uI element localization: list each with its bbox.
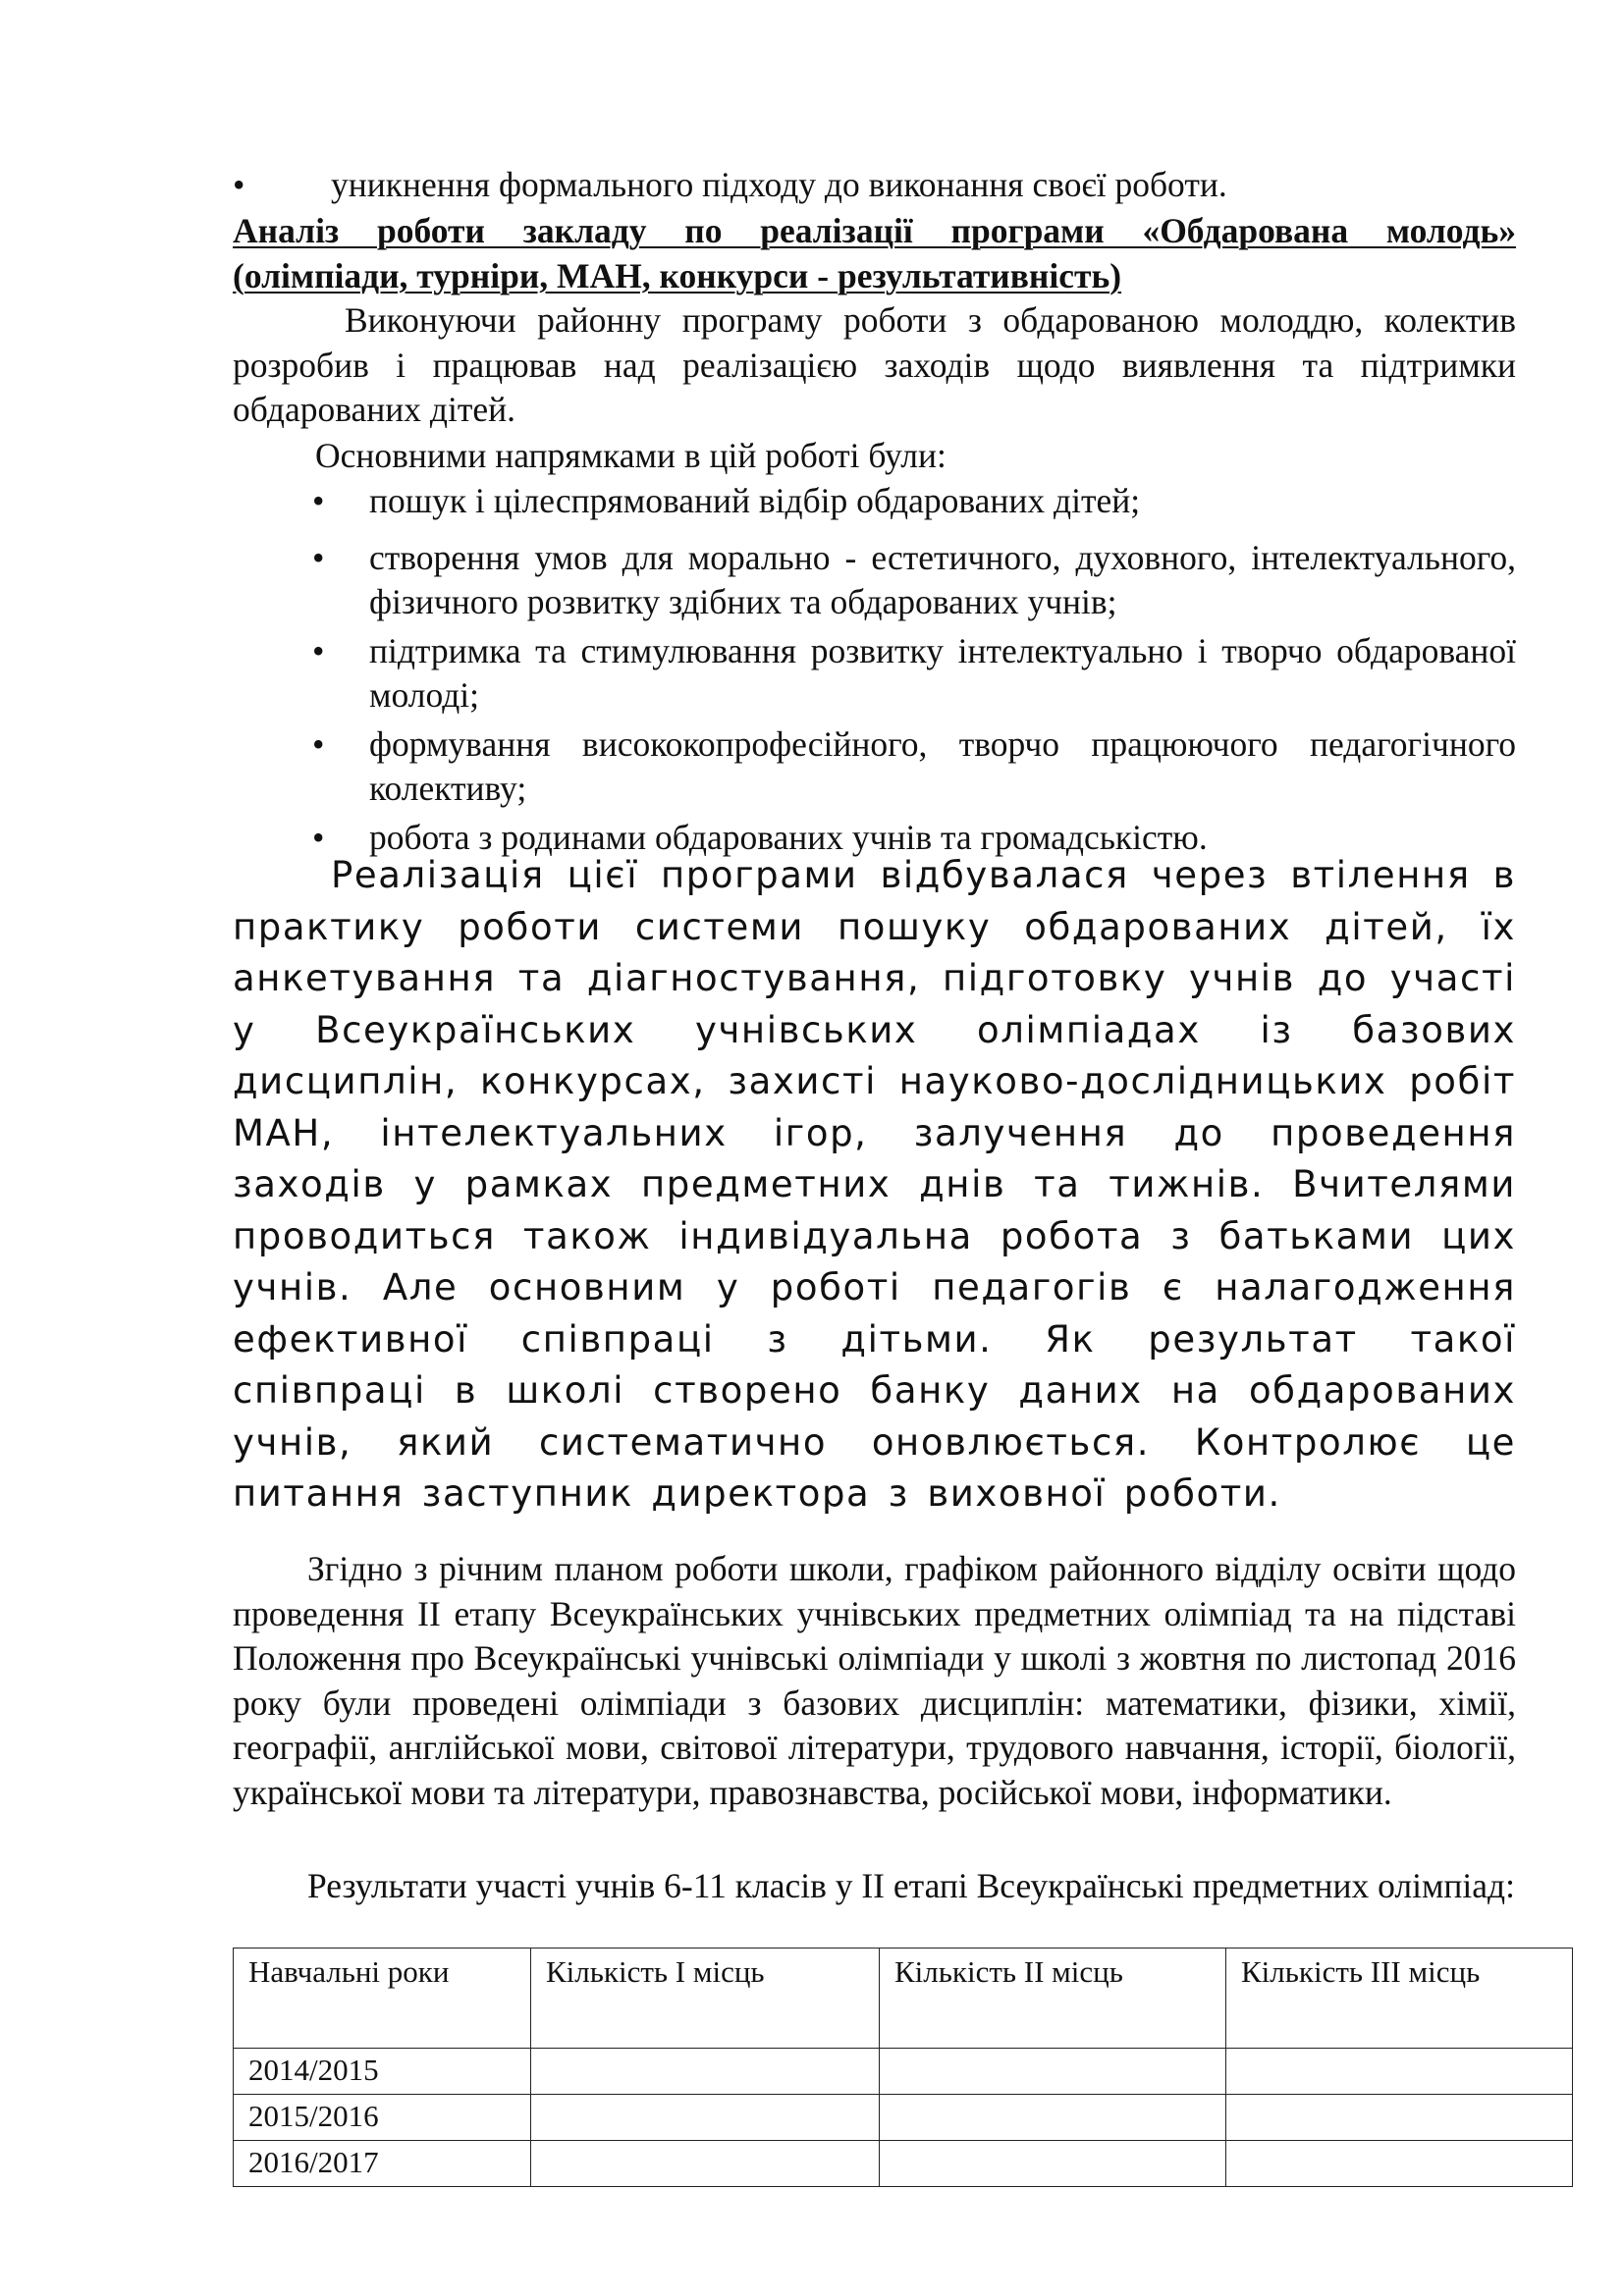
bullet-text: уникнення формального підходу до виконання своєї роботи. [331, 165, 1227, 204]
paragraph-intro: Виконуючи районну програму роботи з обдарованою молоддю, колектив розробив і працював над реалізацією заходів щодо виявлення та підтримки обдарованих дітей. [233, 300, 1516, 429]
table-cell [1226, 2095, 1573, 2141]
table-cell [1226, 2141, 1573, 2187]
paragraph-results-caption: Результати участі учнів 6-11 класів у ІІ етапі Всеукраїнські предметних олімпіад: [307, 1866, 1515, 1905]
bullet-marker: • [312, 537, 325, 577]
table-row [234, 2049, 1573, 2095]
list-item [312, 536, 1516, 625]
table-cell [880, 2095, 1226, 2141]
section-heading-line-1: Аналіз роботи закладу по реалізації програми «Обдарована молодь» [233, 211, 1516, 250]
bullet-marker: • [312, 481, 325, 520]
directions-list [312, 479, 1516, 860]
bullet-marker: • [233, 165, 245, 204]
paragraph-directions-lead: Основними напрямками в цій роботі були: [315, 436, 947, 475]
table-cell [531, 2049, 880, 2095]
section-heading [233, 209, 1516, 298]
table-header-cell: Кількість ІІ місць [880, 1949, 1226, 2049]
section-heading-line-2: (олімпіади, турніри, МАН, конкурси - результативність) [233, 255, 1122, 295]
list-item [312, 629, 1516, 719]
table-cell [531, 2141, 880, 2187]
table-cell [880, 2049, 1226, 2095]
list-item-text: формування висококопрофесійного, творчо працюючого педагогічного колективу; [369, 723, 1516, 808]
results-table [233, 1948, 1573, 2187]
table-header-cell: Навчальні роки [234, 1949, 531, 2049]
bullet-marker: • [312, 723, 325, 764]
list-item-text: створення умов для морально - естетичного, духовного, інтелектуального, фізичного розвитку здібних та обдарованих учнів; [369, 537, 1516, 621]
bullet-marker: • [312, 630, 325, 670]
table-cell [880, 2141, 1226, 2187]
table-header-cell: Кількість І місць [531, 1949, 880, 2049]
table-cell [531, 2095, 880, 2141]
list-item-text: робота з родинами обдарованих учнів та громадськістю. [369, 817, 1208, 857]
table-header-row [234, 1949, 1573, 2049]
table-cell: 2014/2015 [234, 2049, 531, 2095]
top-bullet-item [233, 163, 1516, 208]
list-item-text: підтримка та стимулювання розвитку інтелектуально і творчо обдарованої молоді; [369, 630, 1516, 715]
paragraph-program-implementation: Реалізація цієї програми відбувалася через втілення в практику роботи системи пошуку обдарованих дітей, їх анкетування та діагностування, підготовку учнів до участі у Всеукраїнських учнівських олімпіадах із базових дисциплін, конкурсах, захисті науково-дослідницьких робіт МАН, інтелектуальних ігор, залучення до проведення заходів у рамках предметних днів та тижнів. Вчителями проводиться також індивідуальна робота з батьками цих учнів. Але основним у роботі педагогів є налагодження ефективної співпраці з дітьми. Як результат такої співпраці в школі створено банку даних на обдарованих учнів, який систематично оновлюється. Контролює це питання заступник директора з виховної роботи. [233, 854, 1516, 1515]
table-header-cell: Кількість ІІІ місць [1226, 1949, 1573, 2049]
paragraph-olympiads: Згідно з річним планом роботи школи, графіком районного відділу освіти щодо проведення ІІ етапу Всеукраїнських учнівських предметних олімпіад та на підставі Положення про Всеукраїнські учнівські олімпіади у школі з жовтня по листопад 2016 року були проведені олімпіади з базових дисциплін: математики, фізики, хімії, географії, англійської мови, світової літератури, трудового навчання, історії, біології, української мови та літератури, правознавства, російської мови, інформатики. [233, 1549, 1516, 1812]
bullet-marker: • [312, 817, 325, 857]
list-item [312, 722, 1516, 812]
table-row [234, 2095, 1573, 2141]
table-row [234, 2141, 1573, 2187]
table-cell: 2016/2017 [234, 2141, 531, 2187]
table-cell [1226, 2049, 1573, 2095]
table-cell: 2015/2016 [234, 2095, 531, 2141]
list-item [312, 479, 1516, 524]
list-item-text: пошук і цілеспрямований відбір обдарованих дітей; [369, 481, 1141, 520]
